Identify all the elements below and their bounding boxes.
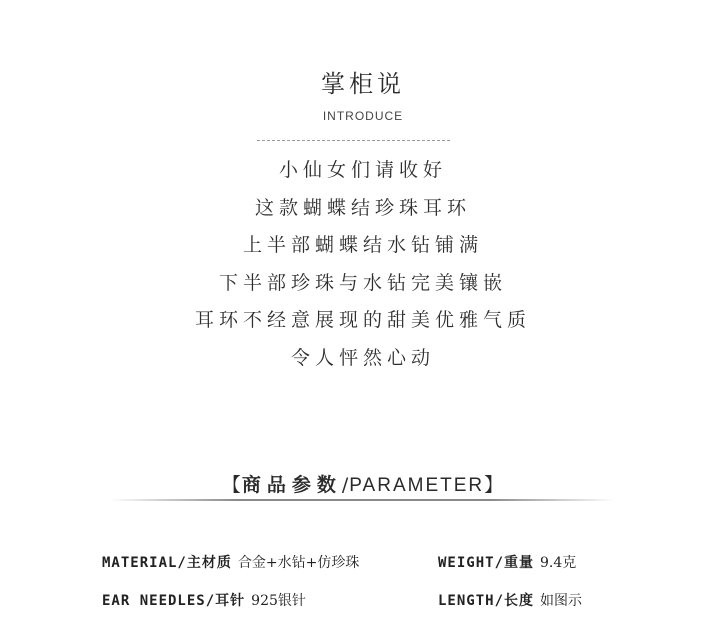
section-subtitle: INTRODUCE: [322, 109, 404, 123]
heading-separator: /: [341, 474, 350, 496]
spec-material-value: 合金+水钻+仿珍珠: [237, 555, 360, 571]
bracket-open: 【: [221, 474, 242, 496]
spec-material: [102, 552, 359, 572]
dotted-divider: [257, 140, 450, 141]
spec-weight-value: 9.4克: [540, 555, 577, 571]
spec-weight-label: WEIGHT/重量: [438, 555, 535, 571]
parameters-heading: [0, 470, 726, 497]
parameters-divider: [110, 499, 616, 501]
intro-line: 这款蝴蝶结珍珠耳环: [254, 196, 471, 219]
spec-weight: [438, 552, 576, 572]
section-title: 掌柜说: [321, 70, 405, 98]
spec-length-value: 如图示: [540, 593, 583, 609]
spec-length-label: LENGTH/长度: [438, 593, 535, 609]
parameters-heading-en: PARAMETER: [349, 475, 485, 496]
intro-line: 小仙女们请收好: [278, 159, 447, 181]
spec-material-label: MATERIAL/主材质: [102, 555, 232, 571]
spec-ear-needles: [102, 590, 306, 610]
spec-ear-needles-label: EAR NEEDLES/耳针: [102, 593, 246, 609]
intro-line: 令人怦然心动: [290, 346, 435, 369]
intro-text-block: [0, 152, 726, 378]
bracket-close: 】: [484, 474, 505, 496]
intro-line: 下半部珍珠与水钻完美镶嵌: [218, 271, 507, 294]
intro-line: 耳环不经意展现的甜美优雅气质: [194, 309, 531, 332]
spec-ear-needles-value: 925银针: [251, 593, 306, 609]
spec-length: [438, 590, 582, 610]
intro-line: 上半部蝴蝶结水钻铺满: [242, 234, 483, 257]
parameters-heading-cn: 商品参数: [241, 474, 342, 496]
